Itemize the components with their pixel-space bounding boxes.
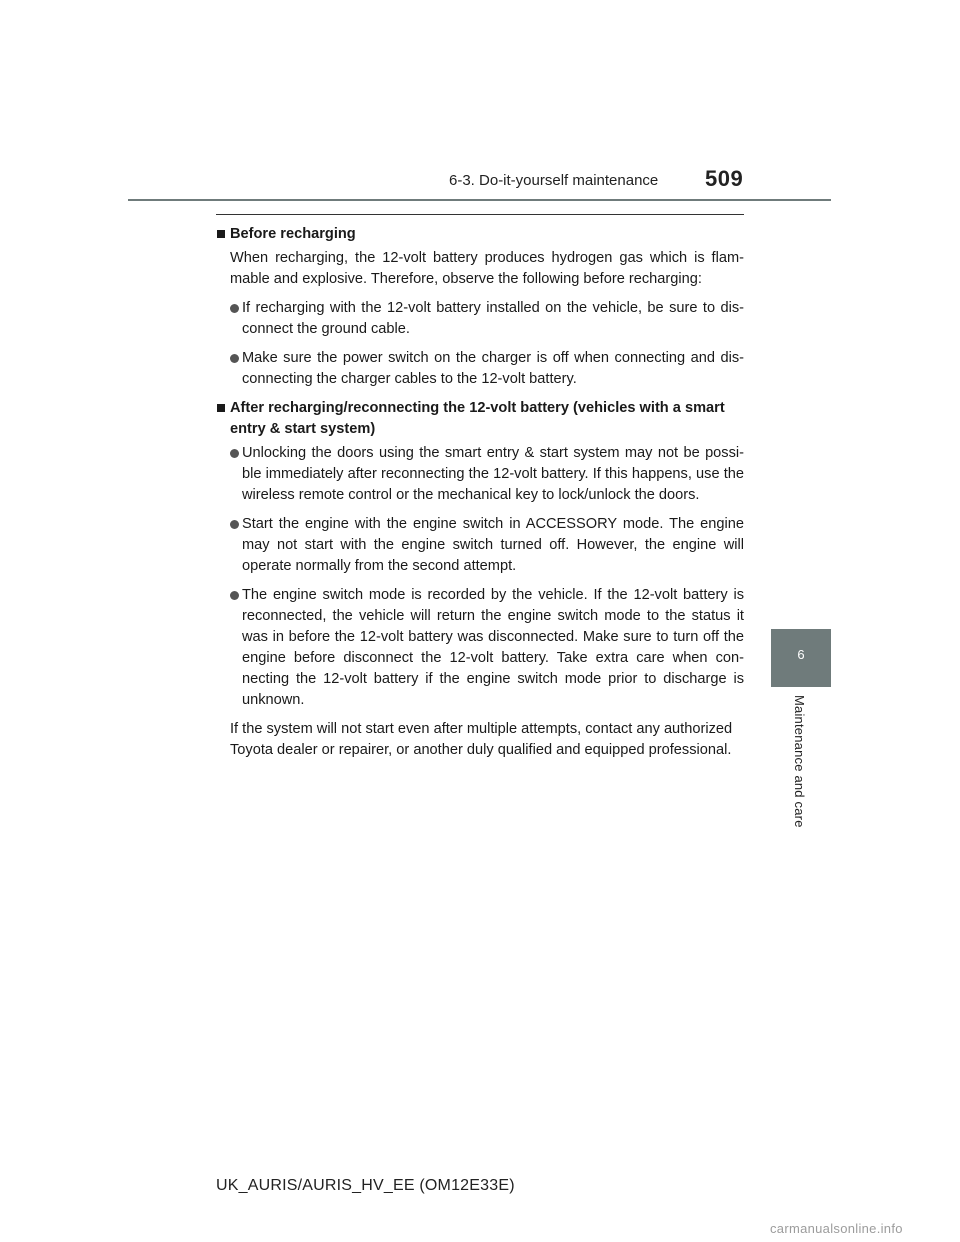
chapter-number: 6 xyxy=(797,647,805,662)
list-item-text: Make sure the power switch on the charger is off when connecting and dis-connecting the charger cables to the 12-volt battery. xyxy=(242,350,744,387)
circle-bullet-icon xyxy=(230,591,239,600)
list-item-text: Start the engine with the engine switch in ACCESSORY mode. The engine may not start with the engine switch turned off. However, the engine will operate normally from the second attempt. xyxy=(242,516,744,574)
chapter-tab xyxy=(771,629,831,687)
square-bullet-icon xyxy=(217,230,225,238)
list-item xyxy=(230,443,744,506)
list-item-text: If recharging with the 12-volt battery installed on the vehicle, be sure to dis-connect the ground cable. xyxy=(242,300,744,337)
page-number: 509 xyxy=(705,166,744,191)
intro-paragraph: When recharging, the 12-volt battery produces hydrogen gas which is flam-mable and explosive. Therefore, observe the following before recharging: xyxy=(230,250,744,287)
list-item xyxy=(230,514,744,577)
header-section-title: 6-3. Do-it-yourself maintenance xyxy=(449,172,659,189)
circle-bullet-icon xyxy=(230,520,239,529)
list-item-text: Unlocking the doors using the smart entry & start system may not be possi-ble immediately after reconnecting the 12-volt battery. If this happens, use the wireless remote control or the mechanical key to lock/unlock the doors. xyxy=(242,445,744,503)
circle-bullet-icon xyxy=(230,354,239,363)
list-item xyxy=(230,298,744,340)
watermark-text: carmanualsonline.info xyxy=(770,1221,903,1236)
page-content xyxy=(216,224,744,761)
header-rule xyxy=(128,199,831,201)
circle-bullet-icon xyxy=(230,449,239,458)
document-id: UK_AURIS/AURIS_HV_EE (OM12E33E) xyxy=(216,1177,515,1194)
heading-text: After recharging/reconnecting the 12-volt battery (vehicles with a smart entry & start system) xyxy=(230,400,725,437)
content-rule xyxy=(216,214,744,215)
list-item-text: The engine switch mode is recorded by the vehicle. If the 12-volt battery is reconnected, the vehicle will return the engine switch mode to the status it was in before the 12-volt battery was disconnected. Make sure to turn off the engine before disconnect the 12-volt battery. Take extra care when con-necting the 12-volt battery if the engine switch mode prior to discharge is unknown. xyxy=(242,587,744,708)
list-item xyxy=(230,348,744,390)
final-paragraph: If the system will not start even after multiple attempts, contact any authorized Toyota dealer or repairer, or another duly qualified and equipped professional. xyxy=(230,721,733,758)
square-bullet-icon xyxy=(217,404,225,412)
circle-bullet-icon xyxy=(230,304,239,313)
chapter-label: Maintenance and care xyxy=(792,695,807,828)
section-heading-after-recharging xyxy=(216,398,744,440)
heading-text: Before recharging xyxy=(230,226,356,242)
section-heading-before-recharging xyxy=(216,224,744,245)
list-item xyxy=(230,585,744,711)
